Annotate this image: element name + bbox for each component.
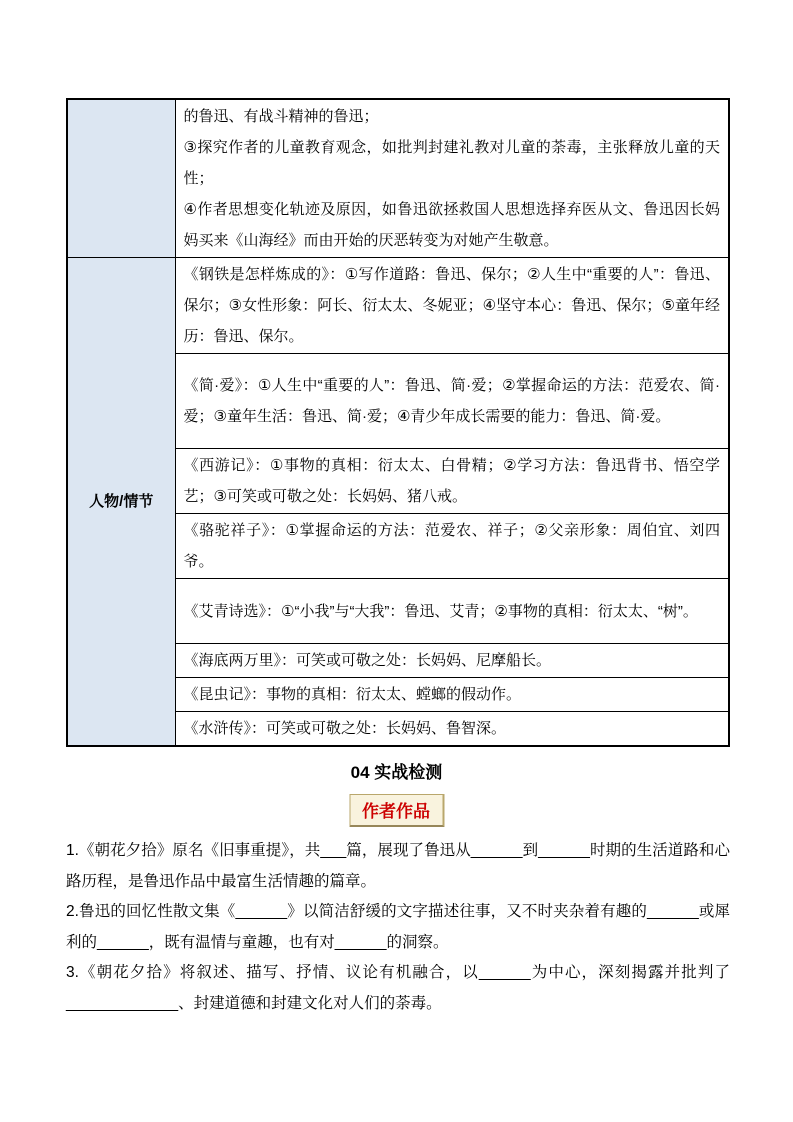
characters-plot-table [66,98,730,747]
row-content: 《艾青诗选》：①“小我”与“大我”：鲁迅、艾青；②事物的真相：衍太太、“树”。 [175,579,729,644]
row-content: 《昆虫记》：事物的真相：衍太太、螳螂的假动作。 [175,678,729,712]
author-works-badge: 作者作品 [349,794,444,827]
row-content: 《水浒传》：可笑或可敬之处：长妈妈、鲁智深。 [175,712,729,747]
row-content: 《骆驼祥子》：①掌握命运的方法：范爱农、祥子；②父亲形象：周伯宜、刘四爷。 [175,514,729,579]
row-content: 《钢铁是怎样炼成的》：①写作道路：鲁迅、保尔；②人生中“重要的人”：鲁迅、保尔；③女性形象：阿长、衍太太、冬妮亚；④坚守本心：鲁迅、保尔；⑤童年经历：鲁迅、保尔。 [175,258,729,354]
row-content: 《海底两万里》：可笑或可敬之处：长妈妈、尼摩船长。 [175,644,729,678]
row-content: 《西游记》：①事物的真相：衍太太、白骨精；②学习方法：鲁迅背书、悟空学艺；③可笑或可敬之处：长妈妈、猪八戒。 [175,449,729,514]
section-heading: 04 实战检测 [350,763,443,782]
continuation-line: ④作者思想变化轨迹及原因，如鲁迅欲拯救国人思想选择弃医从文、鲁迅因长妈妈买来《山海经》而由开始的厌恶转变为对她产生敬意。 [183,201,720,249]
question-1: 1.《朝花夕拾》原名《旧事重提》，共___篇，展现了鲁迅从______到______时期的生活道路和心路历程，是鲁迅作品中最富生活情趣的篇章。 [66,842,730,890]
row-content: 《简·爱》：①人生中“重要的人”：鲁迅、简·爱；②掌握命运的方法：范爱农、简·爱；③童年生活：鲁迅、简·爱；④青少年成长需要的能力：鲁迅、简·爱。 [175,354,729,449]
row-content-continuation [175,99,729,258]
row-label-empty [67,99,175,258]
question-3: 3.《朝花夕拾》将叙述、描写、抒情、议论有机融合，以______为中心，深刻揭露并批判了_____________、封建道德和封建文化对人们的荼毒。 [66,964,730,1012]
row-header-characters-plot: 人物/情节 [67,258,175,747]
continuation-line: ③探究作者的儿童教育观念，如批判封建礼教对儿童的荼毒，主张释放儿童的天性； [183,139,720,187]
table-row [67,258,729,354]
table-row [67,99,729,258]
continuation-line: 的鲁迅、有战斗精神的鲁迅； [183,108,379,125]
questions-block [66,836,730,1019]
question-2: 2.鲁迅的回忆性散文集《______》以简洁舒缓的文字描述往事，又不时夹杂着有趣的______或犀利的______，既有温情与童趣，也有对______的洞察。 [66,903,730,951]
